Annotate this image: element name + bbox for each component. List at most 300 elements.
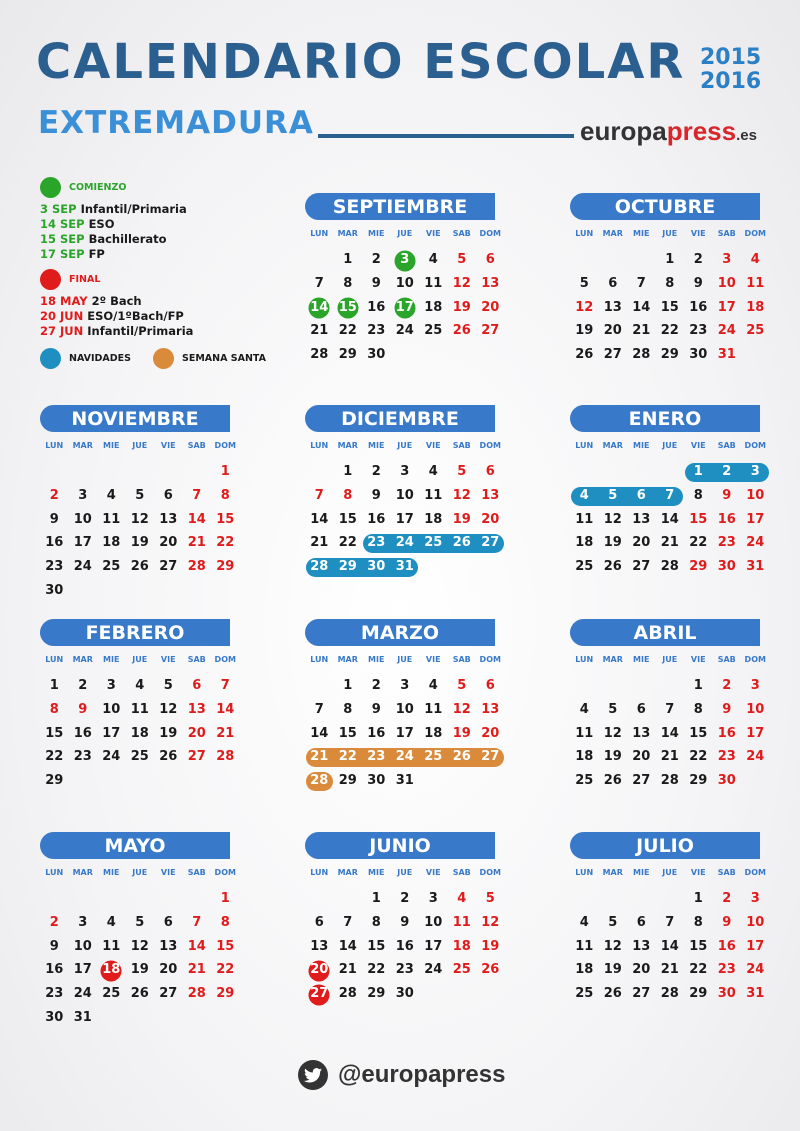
- day-cell[interactable]: 28: [632, 347, 651, 363]
- day-cell[interactable]: 23: [45, 986, 64, 1002]
- day-cell[interactable]: 17: [395, 725, 414, 741]
- day-cell[interactable]: 23: [367, 749, 386, 765]
- day-cell[interactable]: 22: [338, 749, 357, 765]
- day-cell[interactable]: 3: [750, 464, 760, 479]
- day-cell[interactable]: 11: [424, 487, 443, 503]
- day-cell[interactable]: 4: [579, 914, 589, 930]
- day-cell[interactable]: 12: [452, 275, 471, 291]
- day-cell[interactable]: 28: [310, 773, 329, 789]
- day-cell[interactable]: 2: [722, 464, 732, 479]
- day-cell[interactable]: 26: [130, 559, 149, 575]
- day-cell[interactable]: 23: [689, 323, 708, 339]
- day-cell[interactable]: 13: [632, 511, 651, 527]
- day-cell[interactable]: 1: [343, 678, 353, 693]
- day-cell[interactable]: 6: [608, 275, 618, 291]
- day-cell[interactable]: 18: [575, 749, 594, 765]
- day-cell[interactable]: 13: [310, 938, 329, 954]
- day-cell[interactable]: 31: [73, 1009, 92, 1025]
- day-cell[interactable]: 8: [665, 275, 675, 291]
- day-cell[interactable]: 12: [575, 299, 594, 315]
- day-cell[interactable]: 19: [452, 299, 471, 315]
- day-cell[interactable]: 18: [130, 725, 149, 741]
- day-cell[interactable]: 11: [575, 511, 594, 527]
- day-cell[interactable]: 26: [575, 347, 594, 363]
- day-cell[interactable]: 7: [220, 678, 230, 693]
- day-cell[interactable]: 3: [78, 914, 88, 930]
- day-cell[interactable]: 10: [73, 511, 92, 527]
- day-cell[interactable]: 10: [746, 487, 765, 503]
- day-cell[interactable]: 28: [310, 559, 329, 575]
- day-cell[interactable]: 12: [603, 725, 622, 741]
- day-cell[interactable]: 27: [481, 323, 500, 339]
- day-cell[interactable]: 6: [314, 914, 324, 930]
- day-cell[interactable]: 2: [722, 678, 732, 693]
- day-cell[interactable]: 3: [106, 678, 116, 693]
- day-cell[interactable]: 30: [717, 986, 736, 1002]
- day-cell[interactable]: 7: [192, 487, 202, 503]
- day-cell[interactable]: 15: [367, 938, 386, 954]
- day-cell[interactable]: 29: [660, 347, 679, 363]
- day-cell[interactable]: 7: [192, 914, 202, 930]
- day-cell[interactable]: 17: [717, 299, 736, 315]
- day-cell[interactable]: 20: [481, 299, 500, 315]
- day-cell[interactable]: 31: [746, 559, 765, 575]
- day-cell[interactable]: 4: [428, 464, 438, 479]
- day-cell[interactable]: 1: [693, 891, 703, 906]
- day-cell[interactable]: 25: [575, 773, 594, 789]
- day-cell[interactable]: 9: [722, 487, 732, 503]
- day-cell[interactable]: 14: [660, 725, 679, 741]
- day-cell[interactable]: 25: [130, 749, 149, 765]
- day-cell[interactable]: 4: [106, 487, 116, 503]
- day-cell[interactable]: 6: [485, 464, 495, 479]
- day-cell[interactable]: 23: [395, 962, 414, 978]
- day-cell[interactable]: 16: [717, 725, 736, 741]
- day-cell[interactable]: 9: [693, 275, 703, 291]
- day-cell[interactable]: 17: [73, 535, 92, 551]
- day-cell[interactable]: 26: [603, 559, 622, 575]
- day-cell[interactable]: 27: [632, 986, 651, 1002]
- day-cell[interactable]: 23: [367, 535, 386, 551]
- day-cell[interactable]: 10: [395, 701, 414, 717]
- day-cell[interactable]: 14: [187, 938, 206, 954]
- day-cell[interactable]: 5: [485, 891, 495, 906]
- day-cell[interactable]: 7: [665, 487, 675, 503]
- day-cell[interactable]: 8: [343, 701, 353, 717]
- day-cell[interactable]: 23: [717, 535, 736, 551]
- day-cell[interactable]: 2: [78, 678, 88, 693]
- day-cell[interactable]: 25: [424, 323, 443, 339]
- day-cell[interactable]: 15: [338, 725, 357, 741]
- day-cell[interactable]: 3: [750, 678, 760, 693]
- day-cell[interactable]: 8: [220, 914, 230, 930]
- day-cell[interactable]: 25: [102, 559, 121, 575]
- day-cell[interactable]: 15: [216, 938, 235, 954]
- day-cell[interactable]: 17: [73, 962, 92, 978]
- day-cell[interactable]: 12: [603, 938, 622, 954]
- day-cell[interactable]: 3: [78, 487, 88, 503]
- day-cell[interactable]: 11: [102, 938, 121, 954]
- day-cell[interactable]: 16: [717, 511, 736, 527]
- day-cell[interactable]: 3: [400, 464, 410, 479]
- day-cell[interactable]: 14: [216, 701, 235, 717]
- day-cell[interactable]: 24: [424, 962, 443, 978]
- day-cell[interactable]: 8: [49, 701, 59, 717]
- day-cell[interactable]: 24: [746, 535, 765, 551]
- day-cell[interactable]: 8: [343, 487, 353, 503]
- day-cell[interactable]: 4: [428, 252, 438, 267]
- day-cell[interactable]: 9: [371, 275, 381, 291]
- day-cell[interactable]: 11: [575, 938, 594, 954]
- day-cell[interactable]: 2: [371, 464, 381, 479]
- day-cell[interactable]: 21: [310, 749, 329, 765]
- day-cell[interactable]: 25: [575, 559, 594, 575]
- day-cell[interactable]: 1: [693, 678, 703, 693]
- day-cell[interactable]: 25: [424, 535, 443, 551]
- day-cell[interactable]: 11: [452, 914, 471, 930]
- day-cell[interactable]: 5: [457, 464, 467, 479]
- day-cell[interactable]: 16: [689, 299, 708, 315]
- day-cell[interactable]: 1: [343, 252, 353, 267]
- day-cell[interactable]: 10: [746, 914, 765, 930]
- day-cell[interactable]: 17: [391, 297, 420, 321]
- day-cell[interactable]: 21: [216, 725, 235, 741]
- day-cell[interactable]: 28: [338, 986, 357, 1002]
- day-cell[interactable]: 12: [603, 511, 622, 527]
- day-cell[interactable]: 23: [717, 749, 736, 765]
- day-cell[interactable]: 27: [159, 559, 178, 575]
- day-cell[interactable]: 2: [49, 487, 59, 503]
- day-cell[interactable]: 24: [746, 749, 765, 765]
- day-cell[interactable]: 21: [660, 749, 679, 765]
- day-cell[interactable]: 9: [371, 701, 381, 717]
- day-cell[interactable]: 1: [343, 464, 353, 479]
- day-cell[interactable]: 7: [665, 701, 675, 717]
- day-cell[interactable]: 19: [575, 323, 594, 339]
- day-cell[interactable]: 28: [187, 986, 206, 1002]
- day-cell[interactable]: 26: [159, 749, 178, 765]
- day-cell[interactable]: 27: [187, 749, 206, 765]
- day-cell[interactable]: 15: [338, 511, 357, 527]
- day-cell[interactable]: 28: [310, 347, 329, 363]
- day-cell[interactable]: 14: [310, 725, 329, 741]
- day-cell[interactable]: 2: [722, 891, 732, 906]
- day-cell[interactable]: 13: [481, 275, 500, 291]
- day-cell[interactable]: 19: [452, 511, 471, 527]
- day-cell[interactable]: 21: [660, 962, 679, 978]
- day-cell[interactable]: 31: [395, 773, 414, 789]
- day-cell[interactable]: 5: [163, 678, 173, 693]
- day-cell[interactable]: 28: [216, 749, 235, 765]
- day-cell[interactable]: 22: [367, 962, 386, 978]
- day-cell[interactable]: 9: [371, 487, 381, 503]
- day-cell[interactable]: 31: [717, 347, 736, 363]
- day-cell[interactable]: 30: [367, 773, 386, 789]
- day-cell[interactable]: 9: [49, 511, 59, 527]
- day-cell[interactable]: 31: [395, 559, 414, 575]
- day-cell[interactable]: 8: [371, 914, 381, 930]
- day-cell[interactable]: 16: [367, 299, 386, 315]
- day-cell[interactable]: 26: [452, 749, 471, 765]
- day-cell[interactable]: 29: [45, 773, 64, 789]
- day-cell[interactable]: 14: [660, 938, 679, 954]
- day-cell[interactable]: 3: [722, 252, 732, 267]
- day-cell[interactable]: 26: [130, 986, 149, 1002]
- day-cell[interactable]: 20: [187, 725, 206, 741]
- day-cell[interactable]: 21: [632, 323, 651, 339]
- day-cell[interactable]: 13: [632, 938, 651, 954]
- day-cell[interactable]: 9: [400, 914, 410, 930]
- day-cell[interactable]: 27: [481, 535, 500, 551]
- day-cell[interactable]: 21: [310, 535, 329, 551]
- day-cell[interactable]: 5: [457, 678, 467, 693]
- day-cell[interactable]: 16: [73, 725, 92, 741]
- day-cell[interactable]: 20: [632, 962, 651, 978]
- day-cell[interactable]: 21: [310, 323, 329, 339]
- day-cell[interactable]: 10: [395, 275, 414, 291]
- day-cell[interactable]: 27: [632, 559, 651, 575]
- day-cell[interactable]: 6: [163, 487, 173, 503]
- day-cell[interactable]: 17: [746, 725, 765, 741]
- day-cell[interactable]: 17: [424, 938, 443, 954]
- day-cell[interactable]: 13: [159, 938, 178, 954]
- day-cell[interactable]: 19: [130, 962, 149, 978]
- day-cell[interactable]: 19: [481, 938, 500, 954]
- day-cell[interactable]: 12: [481, 914, 500, 930]
- day-cell[interactable]: 2: [400, 891, 410, 906]
- day-cell[interactable]: 22: [689, 535, 708, 551]
- day-cell[interactable]: 3: [391, 249, 420, 273]
- day-cell[interactable]: 29: [216, 986, 235, 1002]
- day-cell[interactable]: 26: [452, 535, 471, 551]
- day-cell[interactable]: 4: [579, 701, 589, 717]
- day-cell[interactable]: 25: [575, 986, 594, 1002]
- day-cell[interactable]: 11: [424, 701, 443, 717]
- day-cell[interactable]: 8: [693, 914, 703, 930]
- day-cell[interactable]: 14: [660, 511, 679, 527]
- day-cell[interactable]: 25: [102, 986, 121, 1002]
- day-cell[interactable]: 10: [73, 938, 92, 954]
- day-cell[interactable]: 21: [187, 535, 206, 551]
- day-cell[interactable]: 2: [49, 914, 59, 930]
- day-cell[interactable]: 19: [603, 962, 622, 978]
- day-cell[interactable]: 17: [102, 725, 121, 741]
- day-cell[interactable]: 12: [130, 938, 149, 954]
- day-cell[interactable]: 1: [693, 464, 703, 479]
- day-cell[interactable]: 17: [746, 938, 765, 954]
- day-cell[interactable]: 16: [395, 938, 414, 954]
- day-cell[interactable]: 26: [452, 323, 471, 339]
- day-cell[interactable]: 9: [722, 914, 732, 930]
- day-cell[interactable]: 14: [632, 299, 651, 315]
- day-cell[interactable]: 25: [452, 962, 471, 978]
- day-cell[interactable]: 7: [665, 914, 675, 930]
- day-cell[interactable]: 25: [424, 749, 443, 765]
- day-cell[interactable]: 28: [187, 559, 206, 575]
- day-cell[interactable]: 6: [636, 914, 646, 930]
- day-cell[interactable]: 4: [457, 891, 467, 906]
- day-cell[interactable]: 18: [575, 535, 594, 551]
- day-cell[interactable]: 11: [575, 725, 594, 741]
- day-cell[interactable]: 20: [481, 725, 500, 741]
- europapress-logo[interactable]: [580, 118, 757, 144]
- twitter-handle[interactable]: @europapress: [338, 1061, 506, 1088]
- day-cell[interactable]: 16: [367, 511, 386, 527]
- day-cell[interactable]: 1: [220, 891, 230, 906]
- day-cell[interactable]: 4: [428, 678, 438, 693]
- day-cell[interactable]: 27: [603, 347, 622, 363]
- day-cell[interactable]: 24: [395, 749, 414, 765]
- day-cell[interactable]: 18: [746, 299, 765, 315]
- day-cell[interactable]: 6: [485, 678, 495, 693]
- day-cell[interactable]: 15: [45, 725, 64, 741]
- day-cell[interactable]: 30: [367, 559, 386, 575]
- day-cell[interactable]: 30: [717, 559, 736, 575]
- day-cell[interactable]: 29: [338, 559, 357, 575]
- day-cell[interactable]: 27: [632, 773, 651, 789]
- day-cell[interactable]: 1: [665, 252, 675, 267]
- day-cell[interactable]: 10: [717, 275, 736, 291]
- day-cell[interactable]: 9: [49, 938, 59, 954]
- day-cell[interactable]: 5: [608, 487, 618, 503]
- day-cell[interactable]: 11: [424, 275, 443, 291]
- day-cell[interactable]: 13: [187, 701, 206, 717]
- day-cell[interactable]: 4: [750, 252, 760, 267]
- day-cell[interactable]: 29: [689, 559, 708, 575]
- day-cell[interactable]: 28: [660, 559, 679, 575]
- day-cell[interactable]: 20: [632, 749, 651, 765]
- day-cell[interactable]: 30: [717, 773, 736, 789]
- day-cell[interactable]: 19: [452, 725, 471, 741]
- day-cell[interactable]: 30: [45, 1009, 64, 1025]
- day-cell[interactable]: 4: [579, 487, 589, 503]
- day-cell[interactable]: 25: [746, 323, 765, 339]
- day-cell[interactable]: 7: [636, 275, 646, 291]
- day-cell[interactable]: 15: [334, 297, 363, 321]
- day-cell[interactable]: 27: [305, 983, 334, 1007]
- day-cell[interactable]: 14: [338, 938, 357, 954]
- day-cell[interactable]: 1: [49, 678, 59, 693]
- day-cell[interactable]: 24: [102, 749, 121, 765]
- day-cell[interactable]: 24: [395, 535, 414, 551]
- day-cell[interactable]: 2: [371, 252, 381, 267]
- day-cell[interactable]: 31: [746, 986, 765, 1002]
- day-cell[interactable]: 15: [660, 299, 679, 315]
- day-cell[interactable]: 17: [395, 511, 414, 527]
- day-cell[interactable]: 16: [45, 535, 64, 551]
- day-cell[interactable]: 26: [603, 986, 622, 1002]
- day-cell[interactable]: 19: [603, 535, 622, 551]
- day-cell[interactable]: 12: [159, 701, 178, 717]
- day-cell[interactable]: 28: [660, 986, 679, 1002]
- day-cell[interactable]: 13: [481, 487, 500, 503]
- day-cell[interactable]: 23: [717, 962, 736, 978]
- day-cell[interactable]: 22: [45, 749, 64, 765]
- day-cell[interactable]: 6: [163, 914, 173, 930]
- day-cell[interactable]: 11: [746, 275, 765, 291]
- day-cell[interactable]: 7: [343, 914, 353, 930]
- day-cell[interactable]: 18: [424, 511, 443, 527]
- day-cell[interactable]: 5: [457, 252, 467, 267]
- day-cell[interactable]: 15: [689, 725, 708, 741]
- day-cell[interactable]: 20: [159, 962, 178, 978]
- day-cell[interactable]: 5: [608, 914, 618, 930]
- day-cell[interactable]: 19: [159, 725, 178, 741]
- day-cell[interactable]: 14: [310, 511, 329, 527]
- day-cell[interactable]: 22: [338, 323, 357, 339]
- day-cell[interactable]: 18: [424, 299, 443, 315]
- day-cell[interactable]: 10: [395, 487, 414, 503]
- day-cell[interactable]: 9: [722, 701, 732, 717]
- day-cell[interactable]: 4: [106, 914, 116, 930]
- day-cell[interactable]: 29: [689, 773, 708, 789]
- day-cell[interactable]: 22: [216, 962, 235, 978]
- day-cell[interactable]: 5: [135, 914, 145, 930]
- day-cell[interactable]: 8: [693, 701, 703, 717]
- day-cell[interactable]: 6: [636, 701, 646, 717]
- day-cell[interactable]: 16: [367, 725, 386, 741]
- day-cell[interactable]: 10: [424, 914, 443, 930]
- day-cell[interactable]: 6: [192, 678, 202, 693]
- day-cell[interactable]: 11: [130, 701, 149, 717]
- day-cell[interactable]: 20: [603, 323, 622, 339]
- day-cell[interactable]: 24: [717, 323, 736, 339]
- day-cell[interactable]: 18: [452, 938, 471, 954]
- day-cell[interactable]: 24: [73, 986, 92, 1002]
- day-cell[interactable]: 16: [45, 962, 64, 978]
- day-cell[interactable]: 24: [73, 559, 92, 575]
- day-cell[interactable]: 3: [750, 891, 760, 906]
- day-cell[interactable]: 19: [603, 749, 622, 765]
- day-cell[interactable]: 5: [608, 701, 618, 717]
- day-cell[interactable]: 4: [135, 678, 145, 693]
- day-cell[interactable]: 29: [216, 559, 235, 575]
- day-cell[interactable]: 3: [400, 678, 410, 693]
- day-cell[interactable]: 8: [693, 487, 703, 503]
- day-cell[interactable]: 20: [481, 511, 500, 527]
- day-cell[interactable]: 12: [452, 487, 471, 503]
- day-cell[interactable]: 30: [395, 986, 414, 1002]
- day-cell[interactable]: 10: [746, 701, 765, 717]
- day-cell[interactable]: 22: [660, 323, 679, 339]
- day-cell[interactable]: 13: [632, 725, 651, 741]
- day-cell[interactable]: 1: [371, 891, 381, 906]
- day-cell[interactable]: 7: [314, 275, 324, 291]
- day-cell[interactable]: 8: [220, 487, 230, 503]
- day-cell[interactable]: 6: [636, 487, 646, 503]
- day-cell[interactable]: 23: [367, 323, 386, 339]
- day-cell[interactable]: 15: [689, 511, 708, 527]
- day-cell[interactable]: 12: [452, 701, 471, 717]
- day-cell[interactable]: 1: [220, 464, 230, 479]
- day-cell[interactable]: 29: [367, 986, 386, 1002]
- day-cell[interactable]: 23: [45, 559, 64, 575]
- day-cell[interactable]: 13: [159, 511, 178, 527]
- day-cell[interactable]: 20: [305, 959, 334, 983]
- day-cell[interactable]: 28: [660, 773, 679, 789]
- day-cell[interactable]: 7: [314, 701, 324, 717]
- day-cell[interactable]: 30: [689, 347, 708, 363]
- day-cell[interactable]: 24: [395, 323, 414, 339]
- day-cell[interactable]: 14: [187, 511, 206, 527]
- day-cell[interactable]: 2: [693, 252, 703, 267]
- day-cell[interactable]: 19: [130, 535, 149, 551]
- day-cell[interactable]: 2: [371, 678, 381, 693]
- twitter-icon[interactable]: [298, 1060, 328, 1090]
- day-cell[interactable]: 14: [305, 297, 334, 321]
- day-cell[interactable]: 26: [603, 773, 622, 789]
- day-cell[interactable]: 30: [367, 347, 386, 363]
